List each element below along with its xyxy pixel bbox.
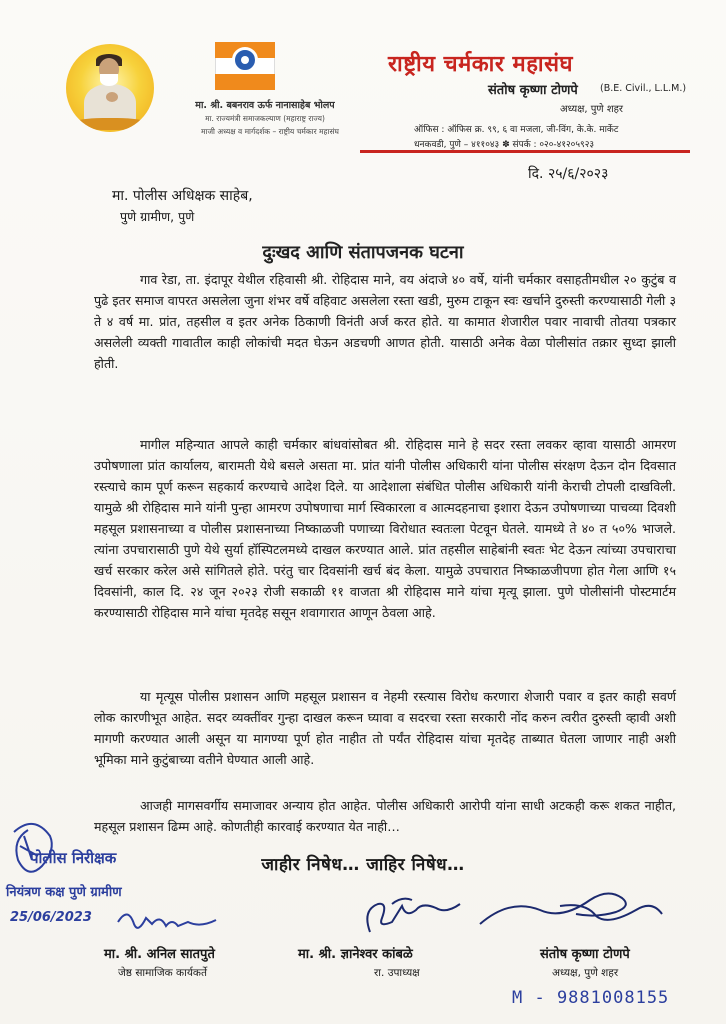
signatory-3-name: संतोष कृष्णा टोणपे	[540, 947, 630, 962]
office-address-line1: ऑफिस : ऑफिस क्र. ९९, ६ वा मजला, जी-विंग, के.के. मार्केट	[414, 125, 619, 135]
president-role: अध्यक्ष, पुणे शहर	[560, 104, 624, 115]
signatory-2-name: मा. श्री. ज्ञानेश्वर कांबळे	[298, 947, 413, 962]
patron-name: मा. श्री. बबनराव ऊर्फ नानासाहेब भोलप	[195, 100, 335, 111]
president-name: संतोष कृष्णा टोणपे	[488, 83, 578, 98]
letterhead-divider	[360, 150, 690, 153]
stamp-received-date: 25/06/2023	[10, 910, 92, 925]
protest-slogan: जाहीर निषेध… जाहिर निषेध…	[261, 855, 465, 875]
signatory-1-role: जेष्ठ सामाजिक कार्यकर्ते	[118, 967, 207, 979]
stamp-line-2: नियंत्रण कक्ष पुणे ग्रामीण	[6, 885, 122, 900]
recipient-location: पुणे ग्रामीण, पुणे	[120, 209, 195, 224]
letter-subject: दुःखद आणि संतापजनक घटना	[262, 242, 464, 263]
signature-tonape	[480, 893, 662, 924]
office-address-line2: धनकवडी, पुणे – ४११०४३ ✽ संपर्क : ०२०-४१२०५९२३	[414, 140, 595, 150]
signatory-2-role: रा. उपाध्यक्ष	[374, 967, 420, 979]
signatory-3-role: अध्यक्ष, पुणे शहर	[552, 967, 619, 979]
patron-designation: मा. राज्यमंत्री समाजकल्याण (महाराष्ट्र राज्य)	[205, 114, 325, 123]
president-qualifications: (B.E. Civil., L.L.M.)	[600, 83, 687, 94]
paragraph-3: या मृत्यूस पोलीस प्रशासन आणि महसूल प्रशासन व नेहमी रस्त्यास विरोध करणारा शेजारी पवार व इतर काही सवर्ण लोक कारणीभूत आहेत. सदर व्यक्तींवर गुन्हा दाखल करून घ्यावा व सदरचा रस्ता सरकारी नोंद करुन त्वरीत दुरुस्ती व्हावी अशी मागणी करण्यात आली असून या मागण्या पूर्ण होत नाहीत तो पर्यंत रोहिदास यांचा मृतदेह ताब्यात घेतला जाणार नाही अशी भूमिका माने कुटुंबाच्या वतीने घेण्यात आली आहे.	[94, 689, 676, 767]
patron-role: माजी अध्यक्ष व मार्गदर्शक – राष्ट्रीय चर्मकार महासंघ	[201, 127, 339, 136]
signatory-1-name: मा. श्री. अनिल सातपुते	[104, 947, 215, 962]
paragraph-1: गाव रेडा, ता. इंदापूर येथील रहिवासी श्री. रोहिदास माने, वय अंदाजे ४० वर्षे, यांनी चर्मकार वसाहतीमधील २० कुटुंब व पुढे इतर समाज वापरत असलेला जुना शंभर वर्षे वहिवाट असलेला रस्ता खडी, मुरुम टाकून स्वः खर्चाने दुरुस्ती करण्यासाठी गेली ३ ते ४ वर्ष मा. प्रांत, तहसील व इतर अनेक ठिकाणी विनंती अर्ज करत होते. या कामात शेजारील पवार नावाची तोतया पत्रकार असलेली व्यक्ती गावातील काही लोकांची मदत घेऊन अडचणी आणत होती. यासाठी अनेक वेळा पोलीसांत तक्रार सुध्दा झाली होती.	[94, 272, 676, 371]
recipient-title: मा. पोलीस अधिक्षक साहेब,	[112, 188, 253, 204]
signature-kamble	[367, 899, 460, 932]
saint-portrait-logo	[66, 44, 154, 132]
stamp-line-1: पोलीस निरीक्षक	[30, 849, 117, 867]
paragraph-2: मागील महिन्यात आपले काही चर्मकार बांधवांसोबत श्री. रोहिदास माने हे सदर रस्ता लवकर व्हावा यासाठी आमरण उपोषणाला प्रांत कार्यालय, बारामती येथे बसले असता मा. प्रांत यांनी पोलीस अधिकारी यांना पोलीस संरक्षण देऊन दोन दिवसात रस्त्याचे काम पूर्ण करून सहकार्य करण्याचे आदेश दिले. या आदेशाला संबंधित पोलीस अधिकारी यांनी केराची टोपली दाखविली. यामुळे श्री रोहिदास माने यांनी पुन्हा आमरण उपोषणाचा मार्ग स्विकारला व आत्मदहनाचा इशारा देऊन उपोषणाच्या पाचव्या दिवशी महसूल प्रशासनाच्या व पोलीस प्रशासनाच्या निष्काळजी पणाच्या विरोधात स्वतःला पेटवून घेतले. यामध्ये ते ४० त ५०% भाजले. त्यांना उपचारासाठी पुणे येथे सुर्या हॉस्पिटलमध्ये दाखल करण्यात आले. प्रांत तहसील साहेबांनी स्वतः भेट देऊन त्यांच्या उपचाराचा खर्च सरकार करेल असे सांगितले होते. परंतु चार दिवसांनी खर्च बंद केला. यामुळे उपचारात निष्काळजीपणा होत गेला आणि १५ दिवसांनी, काल दि. २४ जून २०२३ रोजी सकाळी ११ वाजता श्री रोहिदास माने यांचा मृत्यू झाला. पुणे पोलीसांनी पोस्टमार्टम करण्यासाठी रोहिदास माने यांचा मृतदेह ससून शवागारात आणून ठेवला आहे.	[94, 437, 676, 620]
paragraph-4: आजही मागसवर्गीय समाजावर अन्याय होत आहेत. पोलीस अधिकारी आरोपी यांना साधी अटकही करू शकत नाहीत, महसूल प्रशासन ढिम्म आहे. कोणतीही कारवाई करण्यात येत नाही…	[94, 798, 676, 834]
signature-satpute	[118, 914, 216, 927]
flag-emblem-logo	[215, 42, 275, 90]
letter-date: दि. २५/६/२०२३	[528, 166, 609, 182]
mobile-number: M - 9881008155	[512, 988, 670, 1008]
organization-title: राष्ट्रीय चर्मकार महासंघ	[388, 52, 573, 77]
